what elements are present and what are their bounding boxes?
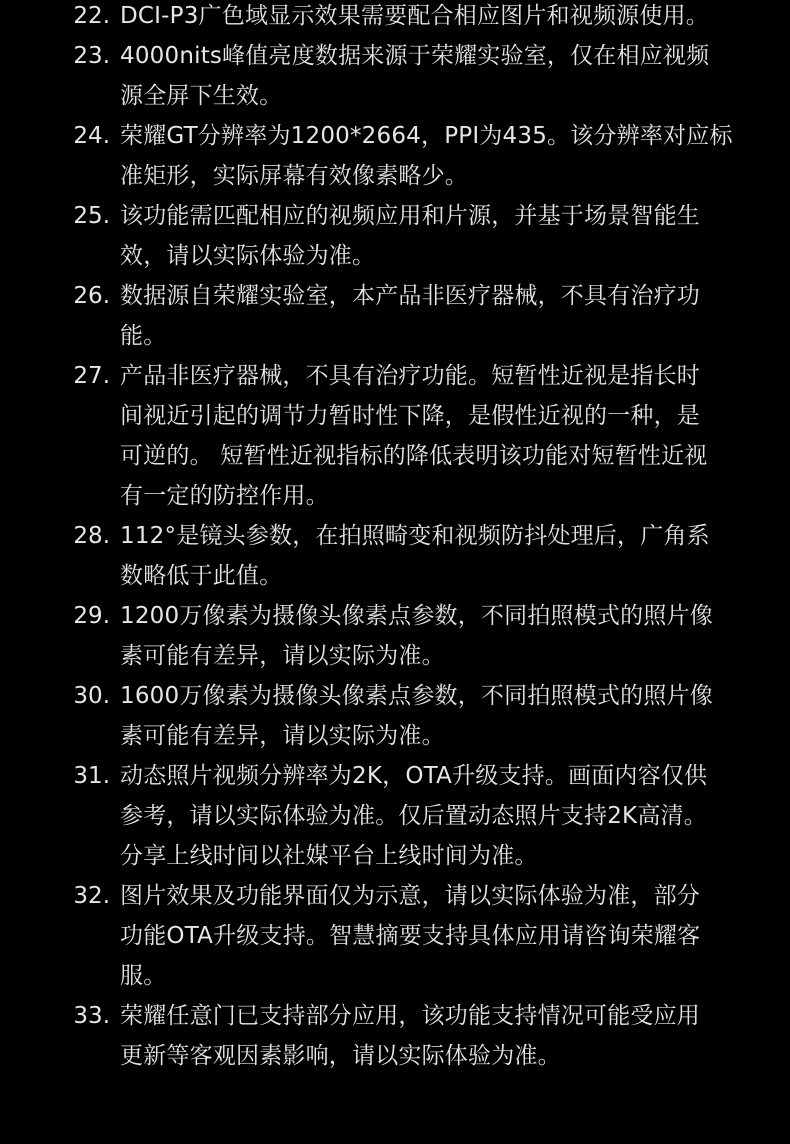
footnote-line: 更新等客观因素影响，请以实际体验为准。 <box>120 1043 561 1069</box>
footnote-number: 30. <box>73 683 110 709</box>
footnote-number: 28. <box>73 523 110 549</box>
footnote-line: 服。 <box>120 963 167 989</box>
footnote-line: 有一定的防控作用。 <box>120 483 329 509</box>
footnote-line: 分享上线时间以社媒平台上线时间为准。 <box>120 843 538 869</box>
footnote-line: 1600万像素为摄像头像素点参数，不同拍照模式的照片像 <box>120 683 713 709</box>
footnote-line: 准矩形，实际屏幕有效像素略少。 <box>120 163 468 189</box>
footnote-number: 26. <box>73 283 110 309</box>
footnote-line: 荣耀GT分辨率为1200*2664，PPI为435。该分辨率对应标 <box>120 123 733 149</box>
footnote-number: 27. <box>73 363 110 389</box>
footnote-line: 图片效果及功能界面仅为示意，请以实际体验为准，部分 <box>120 883 700 909</box>
footnote-line: 产品非医疗器械，不具有治疗功能。短暂性近视是指长时 <box>120 363 700 389</box>
footnote-line: 荣耀任意门已支持部分应用，该功能支持情况可能受应用 <box>120 1003 700 1029</box>
footnote-number: 33. <box>73 1003 110 1029</box>
footnote-line: 素可能有差异，请以实际为准。 <box>120 723 445 749</box>
footnote-number: 31. <box>73 763 110 789</box>
footnote-line: 能。 <box>120 323 167 349</box>
footnote-line: 动态照片视频分辨率为2K，OTA升级支持。画面内容仅供 <box>120 763 708 789</box>
footnote-line: 功能OTA升级支持。智慧摘要支持具体应用请咨询荣耀客 <box>120 923 701 949</box>
footnote-line: 112°是镜头参数，在拍照畸变和视频防抖处理后，广角系 <box>120 523 710 549</box>
footnote-number: 25. <box>73 203 110 229</box>
footnote-number: 29. <box>73 603 110 629</box>
footnote-line: 1200万像素为摄像头像素点参数，不同拍照模式的照片像 <box>120 603 713 629</box>
footnote-line: 可逆的。 短暂性近视指标的降低表明该功能对短暂性近视 <box>120 443 708 469</box>
footnote-line: 参考，请以实际体验为准。仅后置动态照片支持2K高清。 <box>120 803 707 829</box>
footnote-line: 该功能需匹配相应的视频应用和片源，并基于场景智能生 <box>120 203 700 229</box>
footnote-line: 源全屏下生效。 <box>120 83 283 109</box>
footnote-number: 32. <box>73 883 110 909</box>
footnote-line: DCI-P3广色域显示效果需要配合相应图片和视频源使用。 <box>120 3 709 29</box>
footnote-line: 效，请以实际体验为准。 <box>120 243 376 269</box>
footnote-number: 23. <box>73 43 110 69</box>
footnote-line: 数略低于此值。 <box>120 563 283 589</box>
footnote-number: 22. <box>73 3 110 29</box>
footnote-number: 24. <box>73 123 110 149</box>
footnote-line: 素可能有差异，请以实际为准。 <box>120 643 445 669</box>
footnote-line: 间视近引起的调节力暂时性下降，是假性近视的一种，是 <box>120 403 700 429</box>
footnote-line: 数据源自荣耀实验室，本产品非医疗器械，不具有治疗功 <box>120 283 700 309</box>
footnote-line: 4000nits峰值亮度数据来源于荣耀实验室，仅在相应视频 <box>120 43 710 69</box>
